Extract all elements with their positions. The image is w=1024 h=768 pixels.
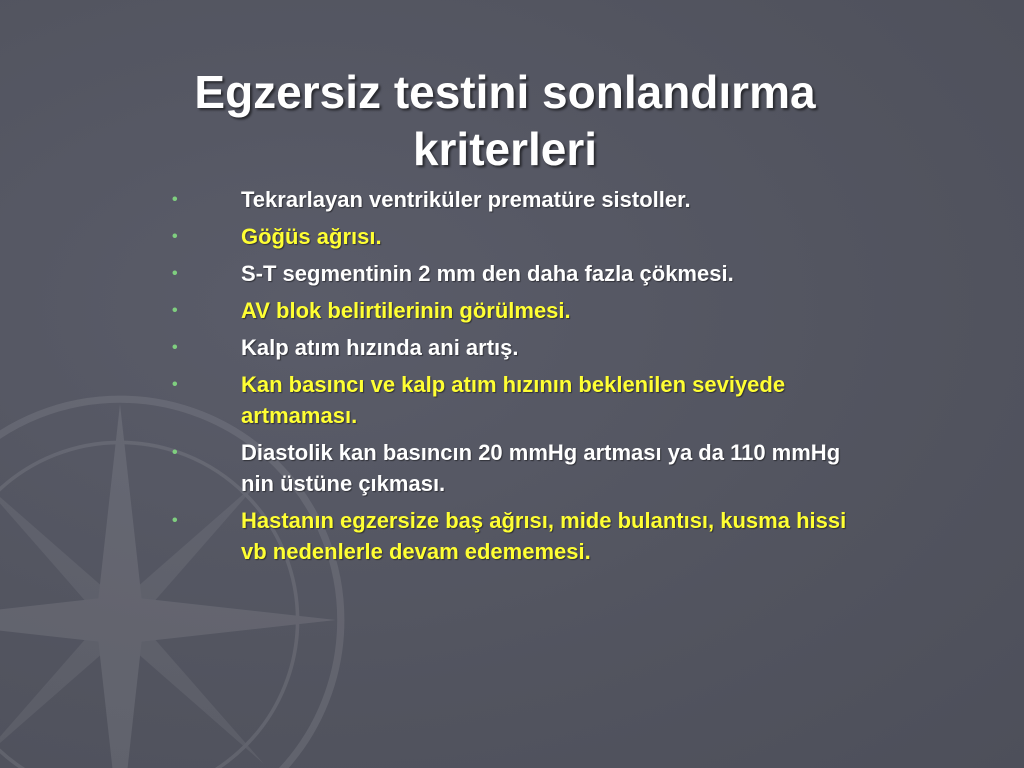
bullet-dot-icon: •	[172, 302, 178, 319]
list-item	[170, 221, 870, 252]
bullet-text: Göğüs ağrısı.	[241, 224, 382, 249]
bullet-dot-icon: •	[172, 228, 178, 245]
list-item	[170, 505, 870, 567]
list-item	[170, 437, 870, 499]
slide-title: Egzersiz testini sonlandırma kriterleri	[194, 66, 816, 175]
bullet-list	[170, 184, 870, 573]
bullet-dot-icon: •	[172, 339, 178, 356]
list-item	[170, 332, 870, 363]
bullet-dot-icon: •	[172, 444, 178, 461]
bullet-text: AV blok belirtilerinin görülmesi.	[241, 298, 571, 323]
list-item	[170, 258, 870, 289]
bullet-text: Diastolik kan basıncın 20 mmHg artması ya da 110 mmHg nin üstüne çıkması.	[241, 440, 841, 496]
bullet-text: Kalp atım hızında ani artış.	[241, 335, 519, 360]
list-item	[170, 295, 870, 326]
bullet-dot-icon: •	[172, 376, 178, 393]
bullet-text: Kan basıncı ve kalp atım hızının beklenilen seviyede artmaması.	[241, 372, 786, 428]
list-item	[170, 184, 870, 215]
bullet-dot-icon: •	[172, 265, 178, 282]
bullet-text: Hastanın egzersize baş ağrısı, mide bulantısı, kusma hissi vb nedenlerle devam edememesi.	[241, 508, 847, 564]
bullet-dot-icon: •	[172, 191, 178, 208]
bullet-dot-icon: •	[172, 512, 178, 529]
bullet-text: S-T segmentinin 2 mm den daha fazla çökmesi.	[241, 261, 734, 286]
bullet-text: Tekrarlayan ventriküler prematüre sistoller.	[241, 187, 691, 212]
list-item	[170, 369, 870, 431]
